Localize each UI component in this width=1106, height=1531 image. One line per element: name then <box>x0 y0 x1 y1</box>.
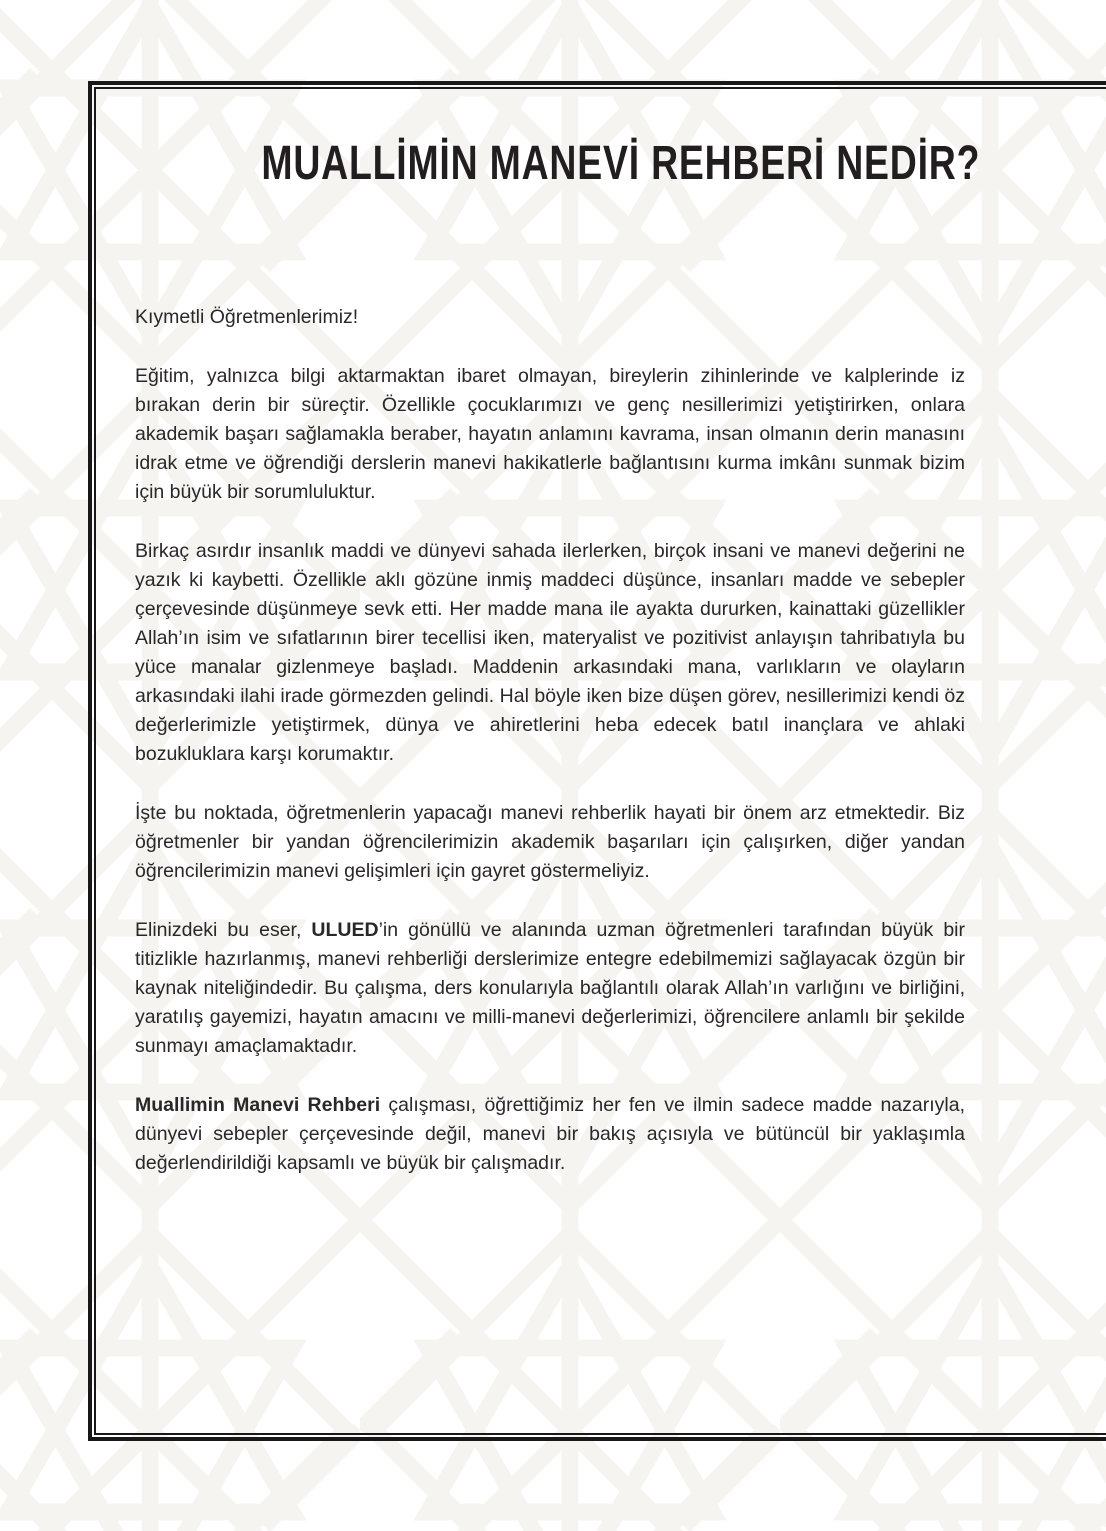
text-segment: çalışması, öğrettiğimiz her fen ve ilmin sadece madde nazarıyla, dünyevi sebepler çerçevesinde değil, manevi bir bakış açısıyla ve bütüncül bir yaklaşımla değerlendirildiği kapsamlı ve büyük bir çalışmadır. <box>135 1094 965 1174</box>
paragraph <box>135 799 965 886</box>
page-title <box>160 139 990 189</box>
paragraph <box>135 916 965 1061</box>
text-segment: ’in gönüllü ve alanında uzman öğretmenleri tarafından büyük bir titizlikle hazırlanmış, manevi rehberliği derslerimize entegre edebilmemizi sağlayacak özgün bir kaynak niteliğindedir. Bu çalışma, ders konularıyla bağlantılı olarak Allah’ın varlığını ve birliğini, yaratılış gayemizi, hayatın amacını ve milli-manevi değerlerimizi, öğrencilere anlamlı bir şekilde sunmayı amaçlamaktadır. <box>135 919 965 1057</box>
body-paragraphs <box>135 362 965 1178</box>
paragraph <box>135 362 965 507</box>
paragraph <box>135 1091 965 1178</box>
greeting-line: Kıymetli Öğretmenlerimiz! <box>135 306 359 328</box>
paragraph <box>135 537 965 769</box>
bold-text-segment: ULUED <box>311 919 379 941</box>
bold-text-segment: Muallimin Manevi Rehberi <box>135 1094 381 1116</box>
page-title-text: MUALLİMİN MANEVİ REHBERİ NEDİR? <box>261 137 981 190</box>
text-segment: Birkaç asırdır insanlık maddi ve dünyevi sahada ilerlerken, birçok insani ve manevi değerini ne yazık ki kaybetti. Özellikle aklı gözüne inmiş maddeci düşünce, insanları madde ve sebepler çerçevesinde düşünmeye sevk etti. Her madde mana ile ayakta dururken, kainattaki güzellikler Allah’ın isim ve sıfatlarının birer tecellisi iken, materyalist ve pozitivist anlayışın tahribatıyla bu yüce manalar gizlenmeye başladı. Maddenin arkasındaki mana, varlıkların ve olayların arkasındaki ilahi irade görmezden gelindi. Hal böyle iken bize düşen görev, nesillerimizi kendi öz değerlerimizle yetiştirmek, dünya ve ahiretlerini heba edecek batıl inançlara ve ahlaki bozukluklara karşı korumaktır. <box>135 540 965 765</box>
document-body <box>135 303 965 1178</box>
text-segment: Eğitim, yalnızca bilgi aktarmaktan ibaret olmayan, bireylerin zihinlerinde ve kalplerinde iz bırakan derin bir süreçtir. Özellikle çocuklarımızı ve genç nesillerimizi yetiştirirken, onlara akademik başarı sağlamakla beraber, hayatın anlamını kavrama, insan olmanın derin manasını idrak etme ve öğrendiği derslerin manevi hakikatlerle bağlantısını kurma imkânı sunmak bizim için büyük bir sorumluluktur. <box>135 365 965 503</box>
text-segment: Elinizdeki bu eser, <box>135 919 312 941</box>
text-segment: İşte bu noktada, öğretmenlerin yapacağı manevi rehberlik hayati bir önem arz etmektedir. Biz öğretmenler bir yandan öğrencilerimizin akademik başarıları için çalışırken, diğer yandan öğrencilerimizin manevi gelişimleri için gayret göstermeliyiz. <box>135 802 965 882</box>
